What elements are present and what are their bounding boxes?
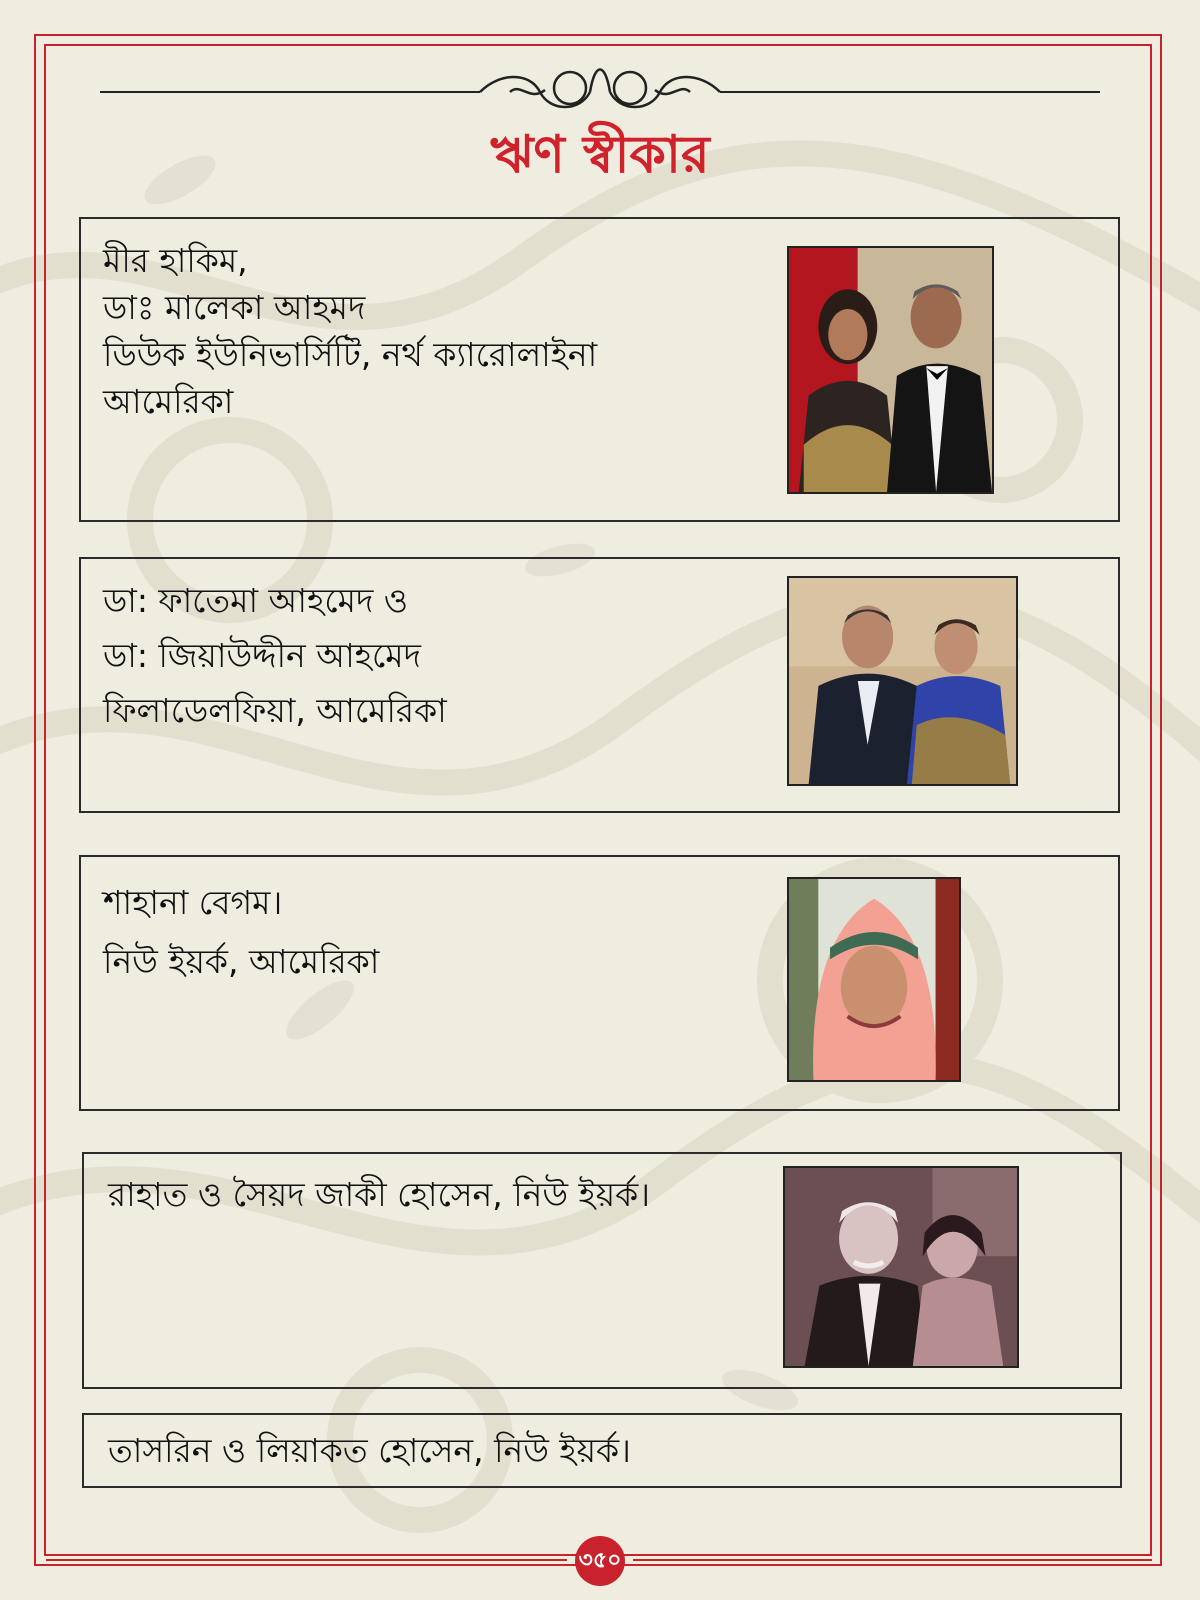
acknowledgement-card bbox=[79, 557, 1120, 813]
footer-line-left bbox=[46, 1559, 567, 1561]
acknowledgement-card bbox=[79, 855, 1120, 1111]
couple-photo bbox=[787, 246, 994, 494]
card-line: রাহাত ও সৈয়দ জাকী হোসেন, নিউ ইয়র্ক। bbox=[108, 1175, 651, 1214]
card-text bbox=[108, 1170, 650, 1220]
portrait-photo bbox=[787, 877, 961, 1082]
page-title: ঋণ স্বীকার bbox=[490, 125, 710, 185]
card-line: ডা: ফাতেমা আহমেদ ও bbox=[103, 581, 409, 620]
page-number: ৩৫০ bbox=[575, 1536, 625, 1586]
card-line: নিউ ইয়র্ক, আমেরিকা bbox=[103, 942, 380, 981]
card-line: ডিউক ইউনিভার্সিটি, নর্থ ক্যারোলাইনা bbox=[103, 335, 598, 374]
card-line: আমেরিকা bbox=[103, 382, 234, 421]
card-text bbox=[103, 873, 379, 991]
acknowledgement-card bbox=[79, 217, 1120, 522]
card-line: ডা: জিয়াউদ্দীন আহমেদ bbox=[103, 636, 421, 675]
footer-line-right bbox=[633, 1559, 1152, 1561]
card-text bbox=[108, 1425, 631, 1477]
card-line: তাসরিন ও লিয়াকত হোসেন, নিউ ইয়র্ক। bbox=[108, 1431, 631, 1470]
card-text bbox=[103, 573, 447, 738]
card-line: মীর হাকিম, bbox=[103, 241, 248, 280]
acknowledgement-card bbox=[82, 1152, 1122, 1389]
card-line: ফিলাডেলফিয়া, আমেরিকা bbox=[103, 691, 447, 730]
couple-photo bbox=[787, 576, 1018, 786]
card-text bbox=[103, 237, 597, 425]
card-line: ডাঃ মালেকা আহমদ bbox=[103, 288, 366, 327]
card-line: শাহানা বেগম। bbox=[103, 883, 283, 922]
title-ornament bbox=[100, 62, 1100, 122]
acknowledgement-card bbox=[82, 1413, 1122, 1488]
couple-photo bbox=[783, 1166, 1019, 1368]
